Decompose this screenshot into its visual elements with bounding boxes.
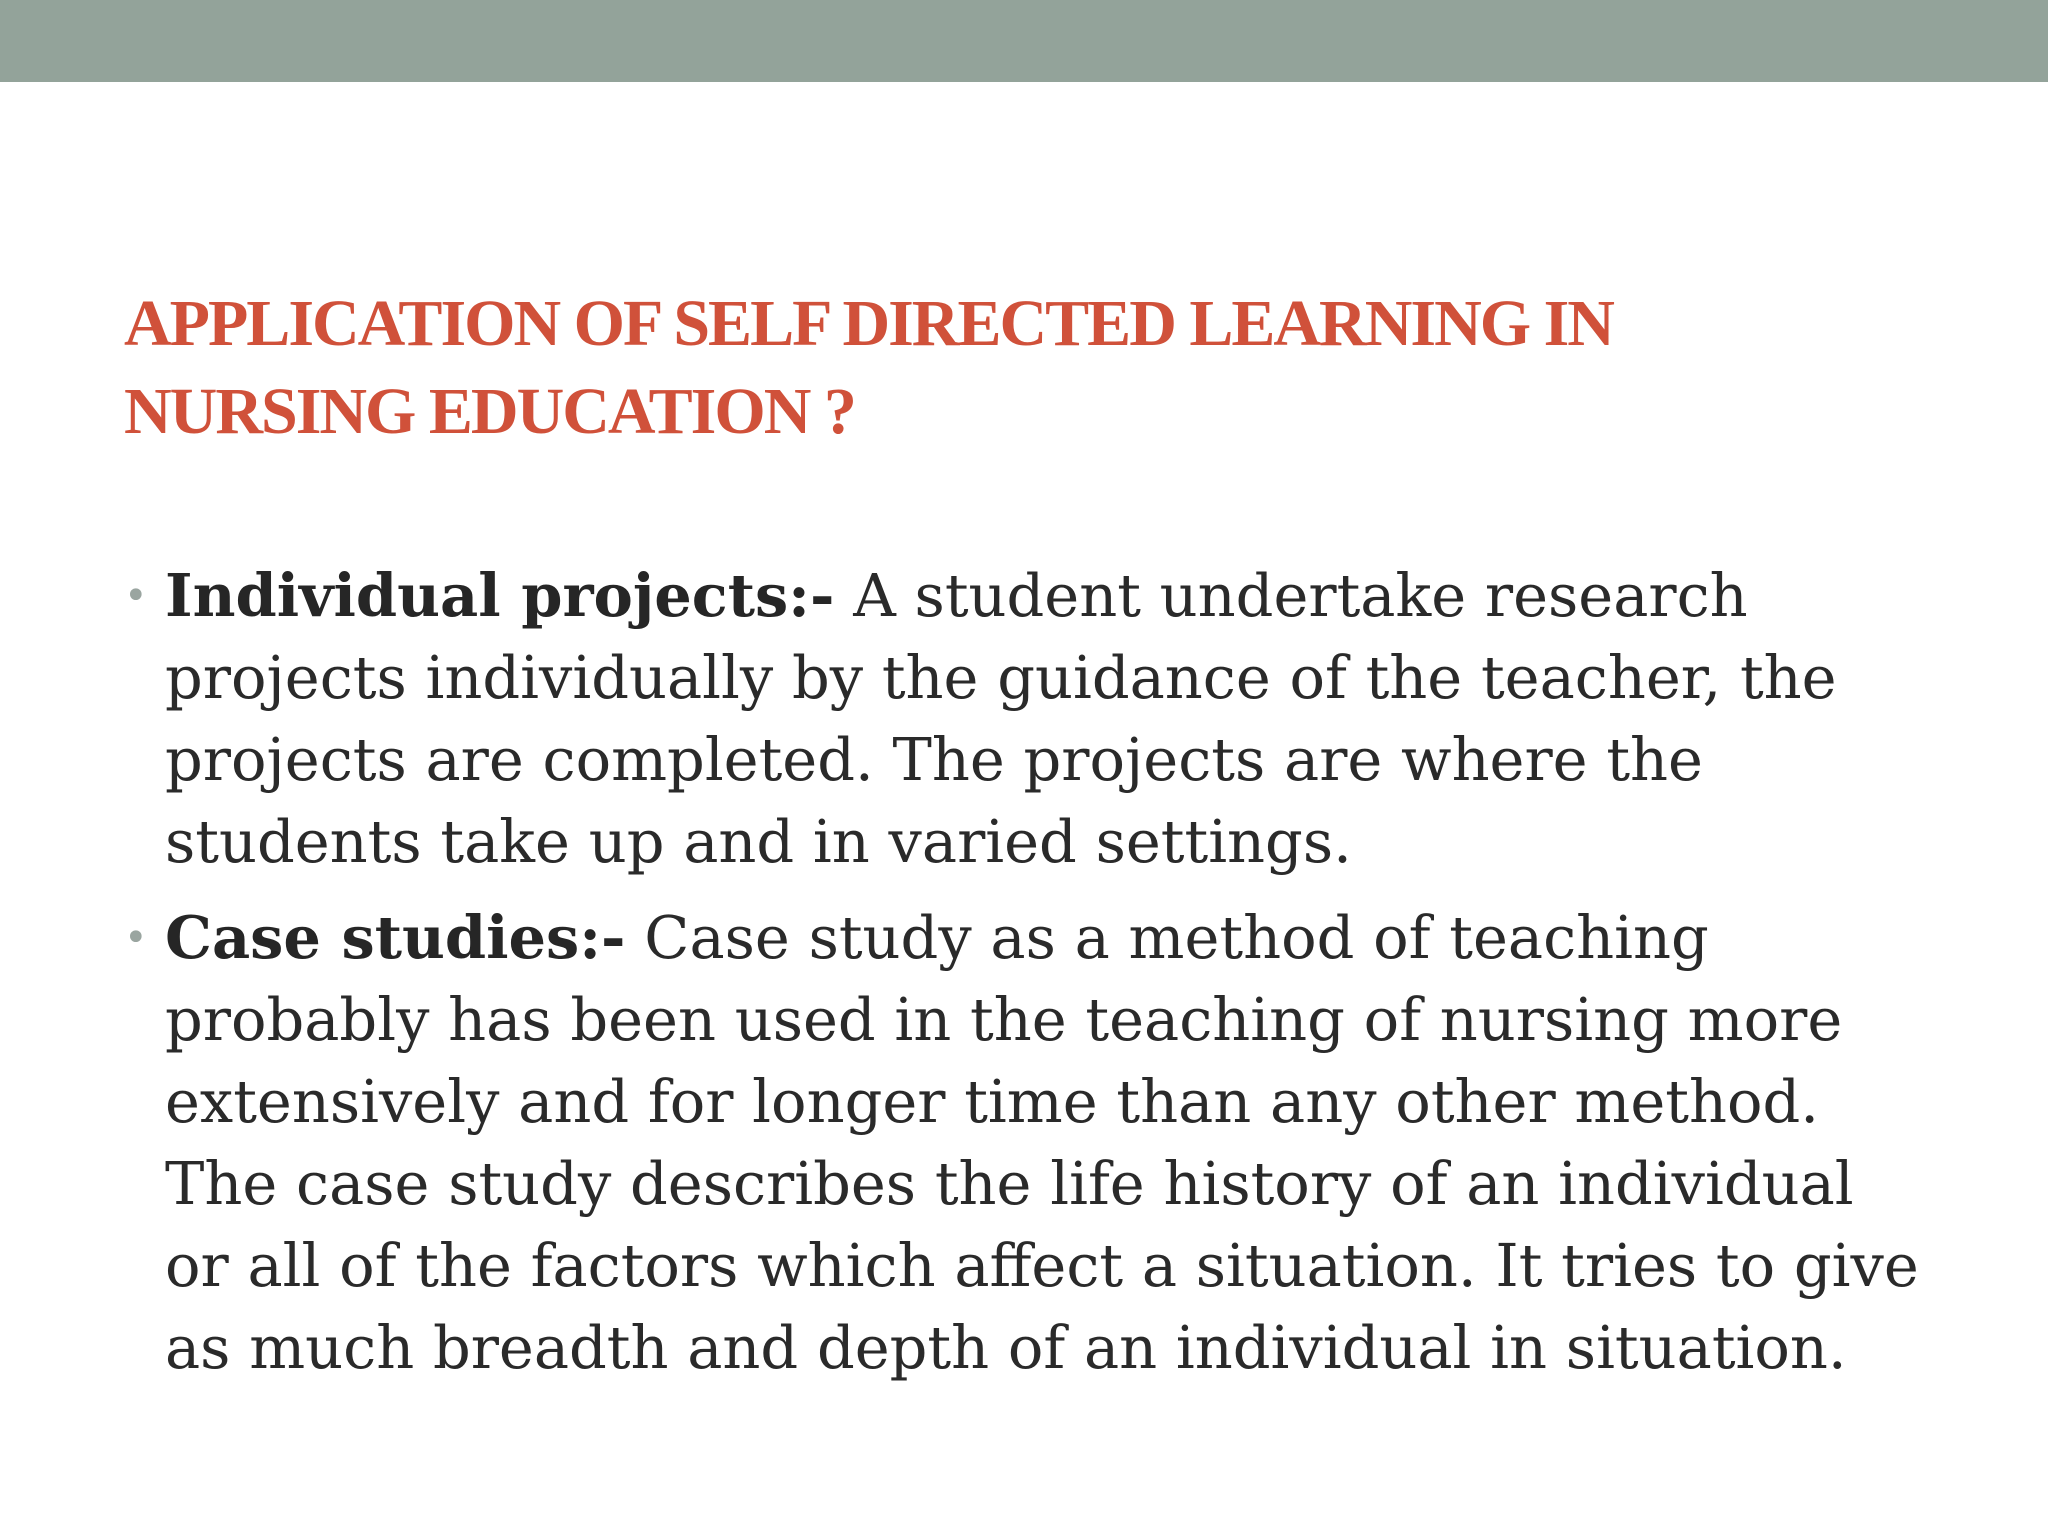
- bullet-icon: •: [124, 915, 148, 961]
- bullet-list: [124, 555, 1924, 1403]
- bullet-item-case-studies: [124, 897, 1924, 1389]
- bullet-term: Case studies:-: [165, 903, 626, 972]
- bullet-text: Case study as a method of teaching probably has been used in the teaching of nursing more extensively and for longer time than any other method. The case study describes the life history of an individual or all of the factors which affect a situation. It tries to give as much breadth and depth of an individual in situation.: [165, 903, 1919, 1382]
- slide-title: APPLICATION OF SELF DIRECTED LEARNING IN NURSING EDUCATION ?: [124, 287, 1613, 448]
- bullet-term: Individual projects:-: [165, 561, 835, 630]
- bullet-icon: •: [124, 573, 148, 619]
- slide-header-bar: [0, 0, 2048, 82]
- bullet-item-individual-projects: [124, 555, 1924, 883]
- bullet-text: A student undertake research projects individually by the guidance of the teacher, the projects are completed. The projects are where the students take up and in varied settings.: [165, 561, 1837, 876]
